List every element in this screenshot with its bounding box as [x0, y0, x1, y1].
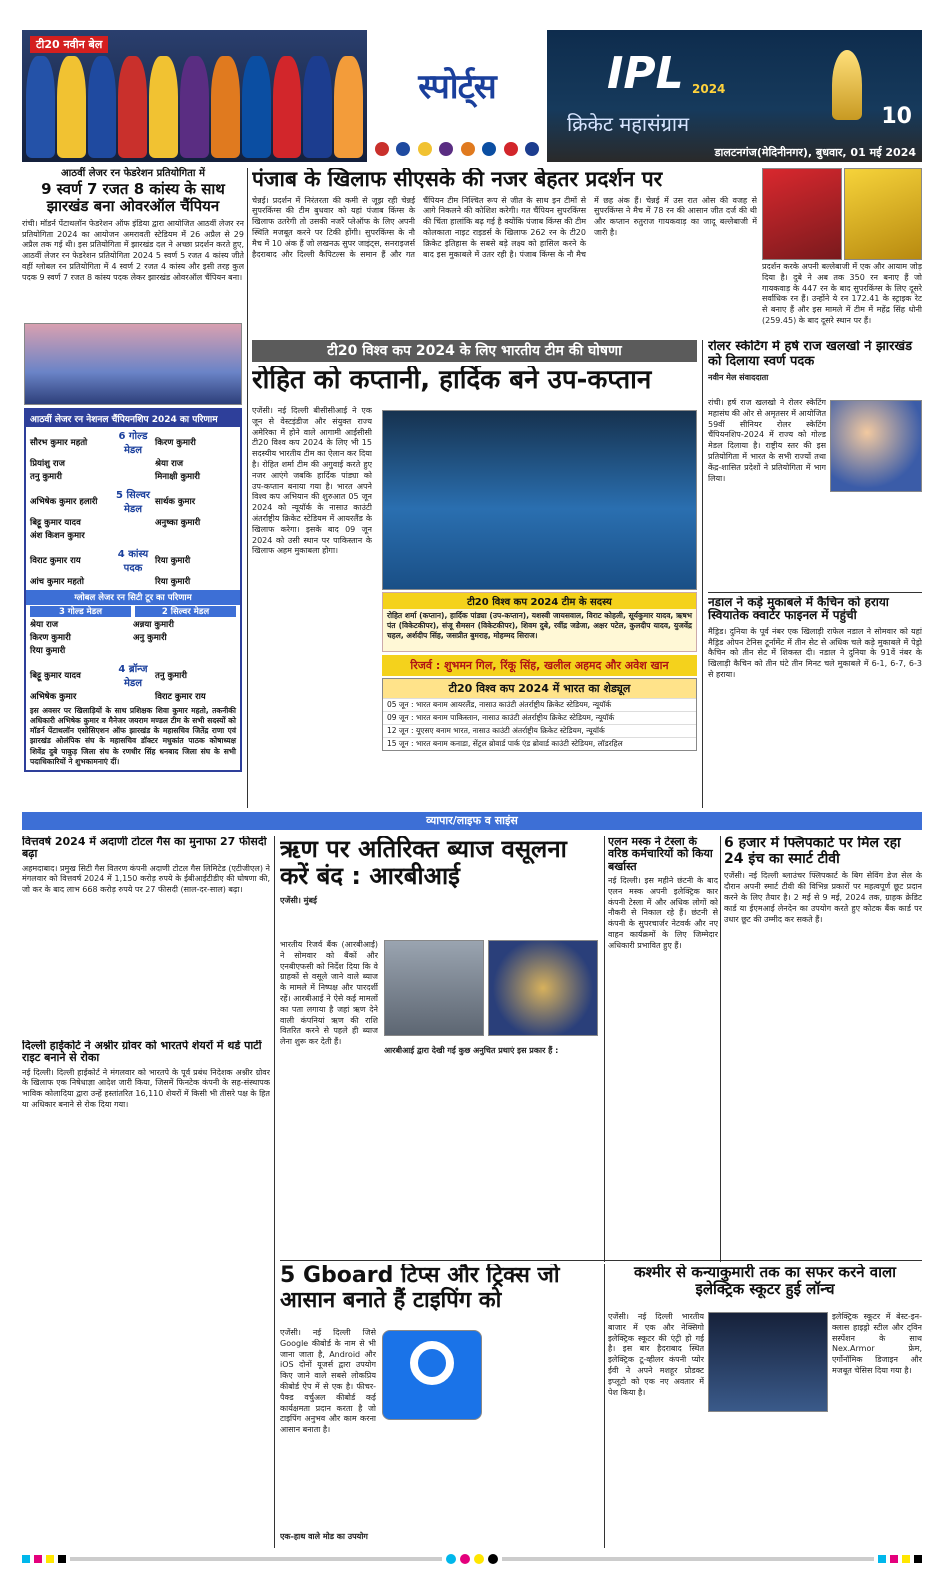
punjab-csk-article	[252, 168, 757, 336]
grover-headline: दिल्ली हाईकोर्ट ने अश्नीर ग्रोवर को भारतपे शेयरों में थर्ड पार्टी राइट बनाने से रोका	[22, 1040, 262, 1065]
trophy-icon	[832, 50, 862, 120]
winner-name: अनुष्का कुमारी	[155, 518, 201, 528]
ipl-logo: IPL	[607, 48, 684, 99]
adani-body: अहमदाबाद। प्रमुख सिटी गैस वितरण कंपनी अदाणी टोटल गैस लिमिटेड (एटीजीएल) ने मंगलवार को वित्तवर्ष 2024 में 1,150 करोड़ रुपये के ईबीआईटीडीए की घोषणा की, जो कर के बाद लाभ 668 करोड़ रुपये पर 27 फीसदी (साल-दर-साल) बढ़ा।	[22, 863, 270, 895]
winner-name: अभिषेक कुमार	[30, 692, 77, 702]
skating-headline: रोलर स्केटिंग में हर्ष राज खलखो ने झारखंड को दिलाया स्वर्ण पदक	[708, 340, 913, 369]
grover-body: नई दिल्ली। दिल्ली हाईकोर्ट ने मंगलवार को भारतपे के पूर्व प्रबंध निदेशक अश्नीर ग्रोवर के खिलाफ एक निषेधाज्ञा आदेश जारी किया, जिसमें फिनटेक कंपनी के सह-संस्थापक भाविक कोलादिया द्वारा उन्हें हस्तांतरित 16,110 शेयरों में किसी भी तीसरे पक्ष के हित या अधिकार बनाने से रोक दिया गया।	[22, 1067, 270, 1110]
punjab-body: चेन्नई। प्रदर्शन में निरंतरता की कमी से जूझ रही चेन्नई सुपरकिंग्स की टीम बुधवार को यहां पंजाब किंग्स के खिलाफ उतरेगी तो उसकी नजरें प्लेऑफ के लिए अपनी स्थिति मजबूत करने पर टिकी होंगी। सुपरकिंग्स के नौ मैच में 10 अंक हैं जो लखनऊ सुपर जाइंट्स, सनराइजर्स हैदराबाद और दिल्ली कैपिटल्स के समान हैं और गत चैंपियन टीम निश्चित रूप से जीत के साथ इन टीमों से आगे निकलने की कोशिश करेगी। गत चैंपियन सुपरकिंग्स की चिंता हालांकि बढ़ गई है क्योंकि पंजाब किंग्स की टीम कोलकाता नाइट राइडर्स के खिलाफ 262 रन के टी20 क्रिकेट इतिहास के सबसे बड़े लक्ष्य को हासिल करने के बाद इस मुकाबले में उतर रही है। पंजाब किंग्स के नौ मैच में छह अंक हैं। चेन्नई में उस रात ओस की वजह से सुपरकिंग्स ने मैच में 78 रन की आसान जीत दर्ज की थी और कप्तान रुतुराज गायकवाड़ का जादू बल्लेबाजी में जारी है।	[252, 195, 757, 259]
winner-name: श्रेया राज	[155, 459, 184, 469]
team-photo	[24, 323, 242, 405]
nadal-body: मैड्रिड। दुनिया के पूर्व नंबर एक खिलाड़ी राफेल नडाल ने सोमवार को यहां मैड्रिड ओपन टेनिस टूर्नामेंट में तीन सेट से अधिक चले कड़े मुकाबले में पेड्रो कैचिन को तीन सेट में शिकस्त दी। नडाल ने दुनिया के 91वें नंबर के खिलाड़ी कैचिन को तीन घंटे तीन मिनट चले मुकाबले में 6-1, 6-7, 6-3 से हराया।	[708, 626, 922, 680]
gold-label: 6 गोल्ड मेडल	[118, 431, 148, 456]
tesla-body: नई दिल्ली। इस महीने छंटनी के बाद एलन मस्क अपनी इलेक्ट्रिक कार कंपनी टेस्ला में और अधिक लोगों को नौकरी से निकाल रहे हैं। छंटनी से कंपनी के सुपरचार्जर नेटवर्क और नए वाहन कार्यक्रमों के लिए जिम्मेदार अधिकारी प्रभावित हुए हैं।	[608, 875, 718, 950]
rbi-subhead: आरबीआई द्वारा देखी गई कुछ अनुचित प्रथाएं इस प्रकार हैं :	[384, 1046, 559, 1055]
winner-name: प्रियांशु राज	[30, 459, 65, 469]
laser-run-article	[22, 168, 244, 806]
gboard-headline: 5 Gboard टिप्स और ट्रिक्स जो आसान बनाते हैं टाइपिंग को	[280, 1264, 560, 1313]
winner-name: अंश किशन कुमार	[30, 531, 85, 541]
rbi-building-photo	[384, 940, 484, 1036]
punjab-headline: पंजाब के खिलाफ सीएसके की नजर बेहतर प्रदर्शन पर	[252, 168, 663, 191]
gboard-subhead: एक-हाथ वाले मोड का उपयोग	[280, 1532, 368, 1541]
winner-name: मिनाक्षी कुमारी	[155, 472, 200, 482]
grover-article	[22, 1040, 270, 1280]
tesla-article	[608, 836, 718, 1256]
global-silver: 2 सिल्वर मेडल	[135, 606, 236, 617]
skating-body: रांची। हर्ष राज खलखो ने रोलर स्केटिंग महासंघ की ओर से अमृतसर में आयोजित 59वीं सीनियर रोलर स्केटिंग चैंपियनशिप-2024 में राज्य को गोल्ड मेडल दिलाया है। राष्ट्रीय स्तर की इस प्रतियोगिता में भारत के सभी राज्यों तथा केंद्र-शासित प्रदेशों ने प्रतियोगिता में भाग लिया।	[708, 398, 826, 483]
brand-title: स्पोर्ट्स	[418, 67, 496, 107]
winner-name: अभिषेक कुमार हलारी	[30, 496, 98, 507]
rohit-body: एजेंसी। नई दिल्ली बीसीसीआई ने एक जून से वेस्टइंडीज और संयुक्त राज्य अमेरिका में होने वाले आगामी आईसीसी टी20 विश्व कप 2024 के लिए भी 15 सदस्यीय भारतीय टीम का ऐलान कर दिया है। रोहित शर्मा टीम की अगुवाई करते हुए नजर आएंगे जबकि हार्दिक पांड्या को उप-कप्तान बनाया गया है। भारत अपने विश्व कप अभियान की शुरुआत 05 जून 2024 को न्यूयॉर्क के नासाउ काउंटी अंतर्राष्ट्रीय क्रिकेट स्टेडियम में आयरलैंड के खिलाफ करेगा। इसके बाद 09 जून 2024 को उसी स्थान पर पाकिस्तान के खिलाफ अहम मुकाबला होगा।	[252, 406, 372, 556]
nadal-article	[708, 596, 922, 806]
masthead	[22, 30, 922, 162]
global-bronze-label: 4 ब्रॉन्ज मेडल	[118, 664, 148, 689]
schedule-title: टी20 विश्व कप 2024 में भारत का शेड्यूल	[383, 679, 696, 698]
global-gold: 3 गोल्ड मेडल	[30, 606, 131, 617]
schedule-row: 09 जून : भारत बनाम पाकिस्तान, नासाउ काउंटी अंतर्राष्ट्रीय क्रिकेट स्टेडियम, न्यूयॉर्क	[383, 711, 696, 724]
winner-name: किरण कुमारी	[30, 633, 71, 643]
gboard-body: एजेंसी। नई दिल्ली जिसे Google कीबोर्ड के नाम से भी जाना जाता है, Android और iOS दोनों यूजर्स द्वारा उपयोग किए जाने वाले सबसे लोकप्रिय कीबोर्ड ऐप में से एक है। फीचर-पैक्ड वर्चुअल कीबोर्ड कई कार्यक्षमता प्रदान करता है जो टाइपिंग अनुभव और काम करना आसान बनाता है।	[280, 1328, 376, 1435]
scooter-headline: कश्मीर से कन्याकुमारी तक का सफर करने वाला इलेक्ट्रिक स्कूटर हुई लॉन्च	[633, 1264, 897, 1298]
gboard-icon	[382, 1330, 482, 1420]
medal-results-box	[24, 408, 242, 772]
winner-name: सौरभ कुमार महतो	[30, 437, 88, 448]
ipl-year: 2024	[692, 82, 726, 96]
dateline: डालटनगंज(मेदिनीनगर), बुधवार, 01 मई 2024	[714, 146, 916, 159]
winner-name: अन्नया कुमारी	[133, 620, 174, 630]
section-business-bar: व्यापार/लाइफ व साइंस	[22, 812, 922, 830]
winner-name: तनु कुमारी	[155, 670, 188, 681]
winner-name: रिया कुमारी	[155, 577, 191, 587]
reserve-players: रिजर्व : शुभमन गिल, रिंकू सिंह, खलील अहमद और अवेश खान	[382, 655, 697, 676]
masthead-brand	[367, 30, 547, 162]
skating-byline: नवीन मेल संवाददाता	[708, 373, 769, 383]
skater-photo	[830, 400, 922, 492]
masthead-players-photo	[22, 30, 367, 162]
medal-title: आठवीं लेजर रन नेशनल चैंपियनशिप 2024 का परिणाम	[26, 410, 240, 427]
masthead-tag: टी20 नवीन बेल	[30, 36, 108, 53]
scooter-body: एजेंसी। नई दिल्ली भारतीय बाजार में एक और नेक्सिगो इलेक्ट्रिक स्कूटर की एंट्री हो गई है। इस बार हैदराबाद स्थित इलेक्ट्रिक टू-व्हीलर कंपनी प्योर ईवी ने अपने मशहूर प्रोडक्ट इप्लूटो को एक नए अवतार में पेश किया है।	[608, 1312, 704, 1397]
winner-name: सार्थक कुमार	[155, 496, 196, 507]
schedule-box	[382, 678, 697, 751]
adani-headline: वित्तवर्ष 2024 में अदाणी टोटल गैस का मुनाफा 27 फीसदी बढ़ा	[22, 836, 267, 861]
flipkart-article	[724, 836, 922, 1256]
page-number: 10	[881, 104, 912, 129]
global-title: ग्लोबल लेजर रन सिटी टूर का परिणाम	[26, 590, 240, 605]
flipkart-body: एजेंसी। नई दिल्ली ब्लाउंचर फ्लिपकार्ट के बिग सेविंग डेज सेल के दौरान अपनी स्मार्ट टीवी की विभिन्न प्रकारों पर महत्वपूर्ण छूट प्रदान करने के लिए तैयार है। 2 मई से 9 मई, 2024 तक, ग्राहक क्रेडिट कार्ड या ईएमआई लेनदेन का उपयोग करते हुए कोटक बैंक कार्ड पर उधार छूट की उम्मीद कर सकते हैं।	[724, 871, 922, 924]
schedule-row: 15 जून : भारत बनाम कनाडा, सेंट्रल ब्रोवार्ड पार्क एंड ब्रोवार्ड काउंटी स्टेडियम, लॉडरहिल	[383, 737, 696, 750]
winner-name: बिट्टू कुमार यादव	[30, 670, 81, 681]
laser-body: रांची। मॉडर्न पेंटाथलॉन फेडरेशन ऑफ इंडिया द्वारा आयोजित आठवीं लेजर रन प्रतियोगिता 2024 का आयोजन अमरावती स्टेडियम में 26 अप्रैल से 29 अप्रैल तक गई थी। इस प्रतियोगिता में झारखंड दल ने अच्छा प्रदर्शन करते हुए, आठवीं लेजर रन फेडरेशन प्रतियोगिता 2024 5 स्वर्ण 5 रजत 4 कांस्य जीते वहीं ग्लोबल रन प्रतियोगिता में 4 स्वर्ण 2 रजत 4 कांस्य और इसी तरह कुल पदक 9 स्वर्ण 7 रजत 8 कांस्य पदक लेकर झारखंड ओवरऑल चैंपियन बना।	[22, 218, 244, 282]
laser-footer: इस अवसर पर खिलाड़ियों के साथ प्रशिक्षक शिवा कुमार महतो, तकनीकी अधिकारी अभिषेक कुमार व मैनेजर जयराम मण्डल टीम के सभी सदस्यों को मॉडर्न पेंटाथलॉन एसोसिएशन ऑफ झारखंड के महासचिव जितेंद्र राणा एवं झारखंड ओलंपिक संघ के महासचिव डॉक्टर मधुकांत पाठक कोषाध्यक्ष शिवेंद्र दुबे पाकुड़ जिला संघ के रणधीर सिंह धनबाद जिला संघ के सभी पदाधिकारियों ने शुभकामनाएं दीं।	[30, 706, 236, 766]
bronze-label: 4 कांस्य पदक	[117, 549, 149, 574]
punjab-photo-caption: प्रदर्शन करके अपनी बल्लेबाजी में एक और आयाम जोड़ दिया है। दुबे ने अब तक 350 रन बनाए हैं जो गायकवाड़ के 447 रन के बाद सुपरकिंग्स के लिए दूसरे सर्वाधिक रन हैं। उन्होंने ये रन 172.41 के स्ट्राइक रेट से बनाए हैं और इस मामले में टीम में महेंद्र सिंह धोनी (259.45) के बाद दूसरे स्थान पर हैं।	[762, 262, 922, 325]
team-india-photo	[382, 410, 697, 590]
winner-name: तनु कुमारी	[30, 472, 63, 482]
csk-player-photo	[844, 168, 922, 260]
squad-box	[382, 592, 697, 652]
schedule-row: 12 जून : यूएसए बनाम भारत, नासाउ काउंटी अंतर्राष्ट्रीय क्रिकेट स्टेडियम, न्यूयॉर्क	[383, 724, 696, 737]
scooter-right-body: इलेक्ट्रिक स्कूटर में बेस्ट-इन-क्लास हाइड्रो स्टील और ट्विन सस्पेंशन के साथ Nex.Armor फ्रेम, एर्गोनॉमिक डिजाइन और मजबूत चेसिस दिया गया है।	[832, 1312, 922, 1375]
tesla-headline: एलन मस्क ने टेस्ला के वरिष्ठ कर्मचारियों को किया बर्खास्त	[608, 836, 713, 873]
laser-headline: 9 स्वर्ण 7 रजत 8 कांस्य के साथ झारखंड बना ओवरऑल चैंपियन	[41, 180, 225, 215]
rbi-article	[280, 836, 600, 1256]
squad-title: टी20 विश्व कप 2024 टीम के सदस्य	[383, 593, 696, 609]
winner-name: रिया कुमारी	[30, 646, 66, 656]
rbi-body: भारतीय रिजर्व बैंक (आरबीआई) ने सोमवार को बैंकों और एनबीएफसी को निर्देश दिया कि वे ग्राहकों से वसूले जाने वाले ब्याज के मामले में निष्पक्ष और पारदर्शी रहें। आरबीआई ने ऐसे कई मामलों का पता लगाया है जहां ऋण देने वाली कंपनियां ऋण की राशि वितरित करने से पहले ही ब्याज लेना शुरू कर देती हैं।	[280, 940, 378, 1047]
flipkart-headline: 6 हजार में फ्लिपकार्ट पर मिल रहा 24 इंच का स्मार्ट टीवी	[724, 836, 901, 867]
rbi-logo-photo	[488, 940, 598, 1036]
winner-name: किरण कुमारी	[155, 437, 196, 448]
winner-name: आंच कुमार महतो	[30, 577, 84, 587]
adani-article	[22, 836, 270, 1036]
newspaper-page	[22, 30, 922, 1540]
players-illustration	[26, 56, 363, 158]
winner-name: विराट कुमार राय	[155, 692, 206, 702]
silver-label: 5 सिल्वर मेडल	[116, 490, 150, 515]
rbi-headline: ऋण पर अतिरिक्त ब्याज वसूलना करें बंद : आरबीआई	[280, 836, 567, 890]
winner-name: श्रेया राज	[30, 620, 59, 630]
winner-name: बिट्टू कुमार यादव	[30, 518, 81, 528]
registration-strip	[22, 1552, 922, 1566]
masthead-ipl	[547, 30, 922, 162]
nadal-headline: नडाल ने कड़े मुकाबले में कैचिन को हराया स्वियातेक क्वार्टर फाइनल में पहुंची	[708, 596, 889, 623]
t20-band: टी20 विश्व कप 2024 के लिए भारतीय टीम की घोषणा	[252, 340, 697, 362]
masthead-subtitle: क्रिकेट महासंग्राम	[567, 112, 690, 136]
rbi-byline: एजेंसी। मुंबई	[280, 895, 317, 905]
punjab-player-photo	[762, 168, 842, 260]
winner-name: विराट कुमार राय	[30, 555, 81, 566]
rohit-headline: रोहित को कप्तानी, हार्दिक बने उप-कप्तान	[252, 366, 652, 395]
laser-kicker: आठवीं लेजर रन फेडरेशन प्रतियोगिता में	[61, 168, 205, 179]
schedule-row: 05 जून : भारत बनाम आयरलैंड, नासाउ काउंटी अंतर्राष्ट्रीय क्रिकेट स्टेडियम, न्यूयॉर्क	[383, 698, 696, 711]
winner-name: अनु कुमारी	[133, 633, 167, 643]
winner-name: रिया कुमारी	[155, 555, 191, 566]
team-logos	[375, 142, 539, 156]
scooter-photo	[708, 1312, 828, 1412]
squad-list: रोहित शर्मा (कप्तान), हार्दिक पांड्या (उप-कप्तान), यशस्वी जायसवाल, विराट कोहली, सूर्यकुमार यादव, ऋषभ पंत (विकेटकीपर), संजू सैमसन (विकेटकीपर), शिवम दुबे, रवींद्र जडेजा, अक्षर पटेल, कुलदीप यादव, युजवेंद्र चहल, अर्शदीप सिंह, जसप्रीत बुमराह, मोहम्मद सिराज।	[387, 611, 692, 641]
